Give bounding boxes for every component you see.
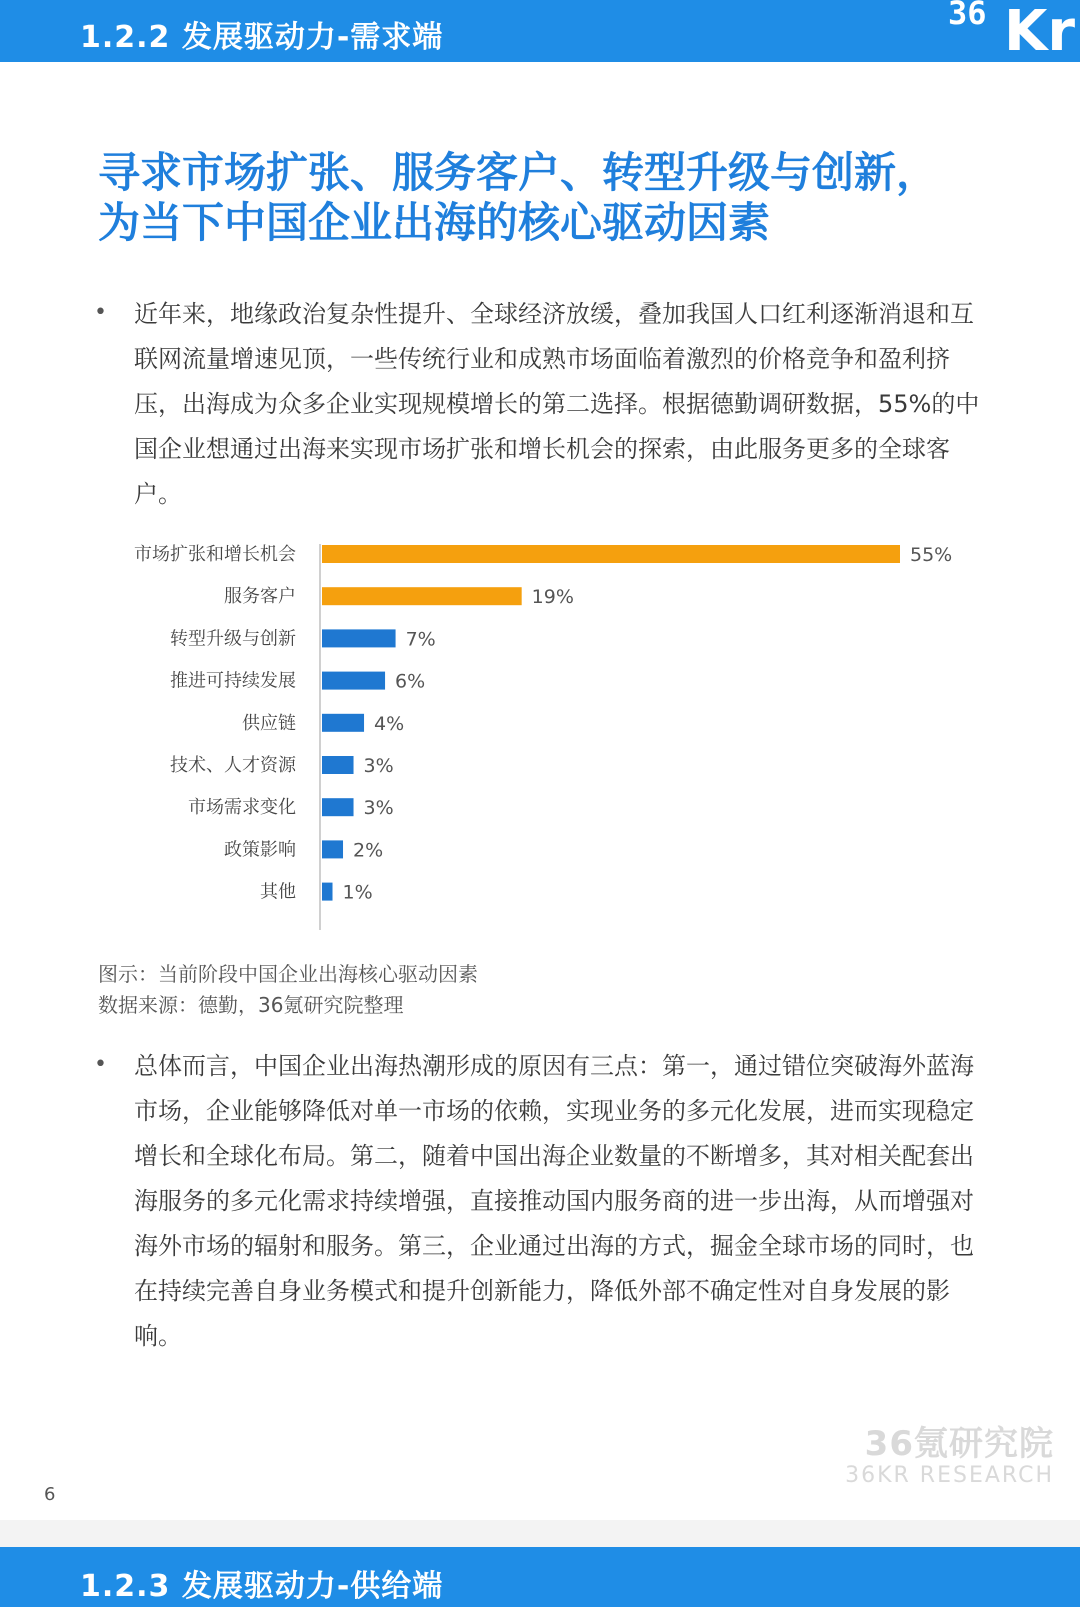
figure-caption: 图示：当前阶段中国企业出海核心驱动因素 xyxy=(98,962,478,986)
logo-kr: Kr xyxy=(1004,0,1076,62)
page-title-line-1: 寻求市场扩张、服务客户、转型升级与创新， xyxy=(98,148,939,197)
page-title xyxy=(98,148,998,248)
chart-value-label: 1% xyxy=(342,881,373,904)
bar-chart-svg xyxy=(90,540,990,930)
chart-value-label: 55% xyxy=(910,544,953,566)
header-band xyxy=(0,0,1080,62)
bullet-icon: • xyxy=(94,1052,107,1077)
chart-value-label: 2% xyxy=(353,839,384,862)
chart-value-label: 19% xyxy=(531,586,574,609)
next-section-title: 1.2.3 发展驱动力-供给端 xyxy=(80,1569,444,1604)
chart-value-label: 3% xyxy=(363,797,394,820)
chart-bar xyxy=(322,798,354,816)
page-title-line-2: 为当下中国企业出海的核心驱动因素 xyxy=(98,198,771,247)
page-number: 6 xyxy=(44,1484,56,1505)
chart-value-label: 7% xyxy=(405,628,436,651)
chart-bar xyxy=(322,714,364,732)
36kr-logo xyxy=(940,0,1080,62)
logo-36: 36 xyxy=(948,0,987,32)
chart-value-label: 3% xyxy=(363,755,394,777)
bar-chart xyxy=(90,540,990,930)
chart-bar xyxy=(322,840,343,858)
chart-category-label: 服务客户 xyxy=(224,586,296,608)
chart-value-label: 6% xyxy=(395,670,426,693)
paragraph-intro: 近年来，地缘政治复杂性提升、全球经济放缓，叠加我国人口红利逐渐消退和互联网流量增速见顶，一些传统行业和成熟市场面临着激烈的价格竞争和盈利挤压，出海成为众多企业实现规模增长的第二选择。根据德勤调研数据，55%的中国企业想通过出海来实现市场扩张和增长机会的探索，由此服务更多的全球客户。 xyxy=(134,300,980,508)
chart-bar xyxy=(322,545,900,563)
watermark-cn: 36氪研究院 xyxy=(864,1424,1054,1464)
paragraph-summary: 总体而言，中国企业出海热潮形成的原因有三点：第一，通过错位突破海外蓝海市场，企业能够降低对单一市场的依赖，实现业务的多元化发展，进而实现稳定增长和全球化布局。第二，随着中国出海企业数量的不断增多，其对相关配套出海服务的多元化需求持续增强，直接推动国内服务商的进一步出海，从而增强对海外市场的辐射和服务。第三，企业通过出海的方式，掘金全球市场的同时，也在持续完善自身业务模式和提升创新能力，降低外部不确定性对自身发展的影响。 xyxy=(134,1052,974,1350)
chart-category-label: 供应链 xyxy=(242,712,296,734)
chart-bar xyxy=(322,756,354,774)
chart-bar xyxy=(322,629,396,647)
chart-category-label: 市场扩张和增长机会 xyxy=(134,544,296,565)
page-gap xyxy=(0,1520,1080,1547)
section-title: 1.2.2 发展驱动力-需求端 xyxy=(80,20,444,55)
chart-bar xyxy=(322,672,385,690)
chart-bar xyxy=(322,883,333,901)
data-source: 数据来源：德勤，36氪研究院整理 xyxy=(98,993,404,1017)
chart-category-label: 其他 xyxy=(260,881,296,903)
chart-category-label: 市场需求变化 xyxy=(188,797,296,819)
bullet-icon: • xyxy=(94,300,107,325)
chart-value-label: 4% xyxy=(374,712,405,735)
watermark xyxy=(845,1425,1054,1489)
chart-category-label: 技术、人才资源 xyxy=(170,755,296,776)
chart-category-label: 转型升级与创新 xyxy=(170,628,296,650)
chart-category-label: 推进可持续发展 xyxy=(170,670,296,692)
chart-axis-line xyxy=(319,544,321,930)
chart-category-label: 政策影响 xyxy=(224,839,296,861)
footer-band xyxy=(0,1547,1080,1607)
chart-bar xyxy=(322,587,522,605)
watermark-en: 36KR RESEARCH xyxy=(845,1463,1054,1488)
